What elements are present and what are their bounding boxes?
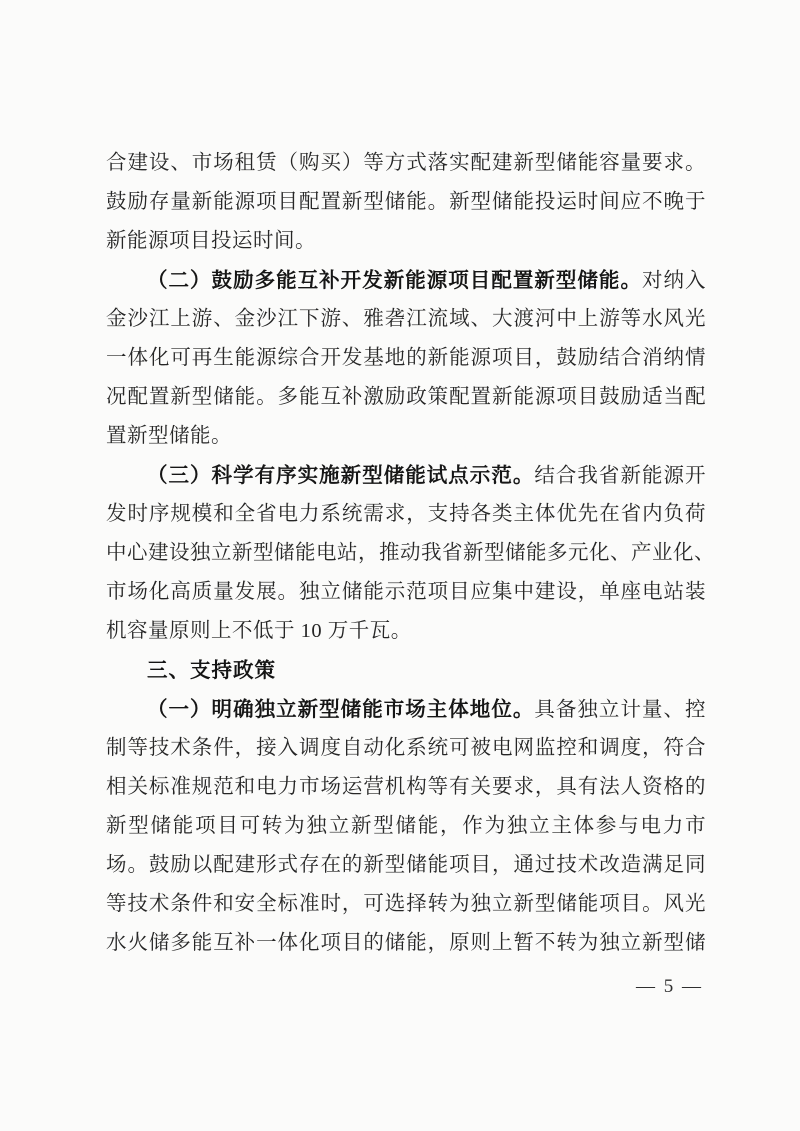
text-run: 等技术条件和安全标准时，可选择转为独立新型储能项目。风光 (106, 893, 706, 915)
bold-text-run: （三）科学有序实施新型储能试点示范。 (147, 464, 535, 487)
text-run: 中心建设独立新型储能电站，推动我省新型储能多元化、产业化、 (106, 542, 715, 564)
text-line (106, 300, 706, 339)
text-run: 相关标准规范和电力市场运营机构等有关要求，具有法人资格的 (106, 776, 706, 798)
text-run: 况配置新型储能。多能互补激励政策配置新能源项目鼓励适当配 (106, 386, 706, 408)
text-line (106, 183, 706, 222)
text-line (106, 729, 706, 768)
text-run: 置新型储能。 (106, 425, 232, 447)
text-run: 合建设、市场租赁（购买）等方式落实配建新型储能容量要求。 (106, 152, 706, 174)
document-body (106, 144, 715, 963)
text-line (106, 846, 706, 885)
text-line (106, 612, 706, 651)
text-run: 新能源项目投运时间。 (106, 230, 316, 252)
text-run: 场。鼓励以配建形式存在的新型储能项目，通过技术改造满足同 (106, 854, 706, 876)
text-line (106, 378, 706, 417)
bold-text-run: （一）明确独立新型储能市场主体地位。 (147, 698, 535, 721)
text-run: 金沙江上游、金沙江下游、雅砻江流域、大渡河中上游等水风光 (106, 308, 706, 330)
text-run: 市场化高质量发展。独立储能示范项目应集中建设，单座电站装 (106, 581, 706, 603)
text-line (106, 456, 706, 495)
page-number: — 5 — (636, 976, 703, 997)
text-run: 具备独立计量、控 (534, 699, 706, 721)
text-line (106, 690, 706, 729)
text-line (106, 261, 706, 300)
text-line (106, 534, 715, 573)
heading-line (106, 651, 706, 690)
text-line (106, 924, 706, 963)
text-line (106, 768, 706, 807)
text-run: 机容量原则上不低于 10 万千瓦。 (106, 620, 412, 642)
text-line (106, 144, 706, 183)
text-line (106, 222, 706, 261)
text-run: 结合我省新能源开 (534, 465, 706, 487)
bold-text-run: （二）鼓励多能互补开发新能源项目配置新型储能。 (147, 269, 642, 292)
text-run: 制等技术条件，接入调度自动化系统可被电网监控和调度，符合 (106, 737, 706, 759)
text-line (106, 495, 706, 534)
text-run: 新型储能项目可转为独立新型储能，作为独立主体参与电力市 (106, 815, 706, 837)
text-line (106, 417, 706, 456)
text-run: 鼓励存量新能源项目配置新型储能。新型储能投运时间应不晚于 (106, 191, 706, 213)
text-line (106, 573, 706, 612)
text-run: 一体化可再生能源综合开发基地的新能源项目，鼓励结合消纳情 (106, 347, 706, 369)
text-run: 水火储多能互补一体化项目的储能，原则上暂不转为独立新型储 (106, 932, 706, 954)
text-run: 对纳入 (641, 270, 707, 292)
text-run: 发时序规模和全省电力系统需求，支持各类主体优先在省内负荷 (106, 503, 706, 525)
text-line (106, 807, 706, 846)
text-line (106, 885, 706, 924)
bold-text-run: 三、支持政策 (147, 659, 276, 682)
text-line (106, 339, 706, 378)
